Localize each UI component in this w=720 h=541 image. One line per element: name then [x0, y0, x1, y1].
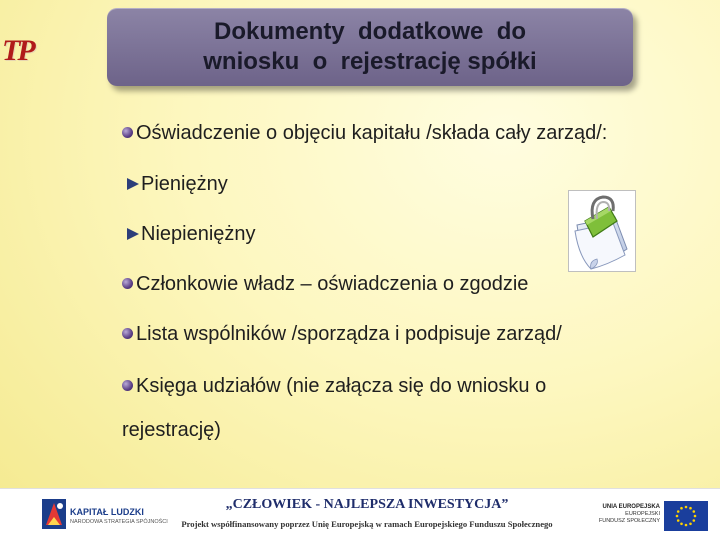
eu-name: UNIA EUROPEJSKA	[602, 504, 660, 510]
list-subitem	[127, 172, 228, 196]
eu-text	[596, 503, 660, 525]
list-item-text: Lista wspólników /sporządza i podpisuje zarząd/	[136, 323, 562, 345]
list-item	[122, 322, 562, 346]
bullet-icon	[122, 278, 133, 289]
triangle-bullet-icon	[127, 178, 139, 190]
tp-logo: TP	[2, 34, 33, 67]
kapital-ludzki-subtitle: NARODOWA STRATEGIA SPÓJNOŚCI	[70, 519, 168, 525]
footer	[0, 488, 720, 541]
triangle-bullet-icon	[127, 228, 139, 240]
list-item-text: Członkowie władz – oświadczenia o zgodzie	[136, 273, 529, 295]
list-item-text: Niepieniężny	[141, 223, 256, 245]
list-item-text: Pieniężny	[141, 173, 228, 195]
bullet-icon	[122, 127, 133, 138]
bullet-icon	[122, 328, 133, 339]
footer-project-text: Projekt współfinansowany poprzez Unię Europejską w ramach Europejskiego Funduszu Społecznego	[181, 519, 553, 529]
list-item-text: rejestrację)	[122, 419, 221, 441]
eu-fund-line2: FUNDUSZ SPOŁECZNY	[598, 518, 660, 524]
list-item-continuation	[122, 418, 221, 442]
kapital-ludzki-emblem-icon	[40, 497, 68, 531]
eu-fund-line1: EUROPEJSKI	[625, 511, 660, 517]
kapital-ludzki-title: KAPITAŁ LUDZKI	[70, 507, 144, 517]
bullet-icon	[122, 380, 133, 391]
footer-slogan: „CZŁOWIEK - NAJLEPSZA INWESTYCJA”	[225, 497, 509, 512]
list-item	[122, 272, 528, 296]
title-line-1: Dokumenty dodatkowe do	[213, 18, 527, 45]
list-item-text: Oświadczenie o objęciu kapitału /składa cały zarząd/:	[136, 122, 608, 144]
list-item	[122, 374, 546, 398]
list-item-text: Księga udziałów (nie załącza się do wniosku o	[136, 375, 547, 397]
paperclip-documents-icon	[568, 190, 636, 272]
list-item	[122, 121, 607, 145]
list-subitem	[127, 222, 256, 246]
eu-flag-icon	[664, 501, 708, 531]
title-line-2: wniosku o rejestrację spółki	[203, 48, 537, 75]
